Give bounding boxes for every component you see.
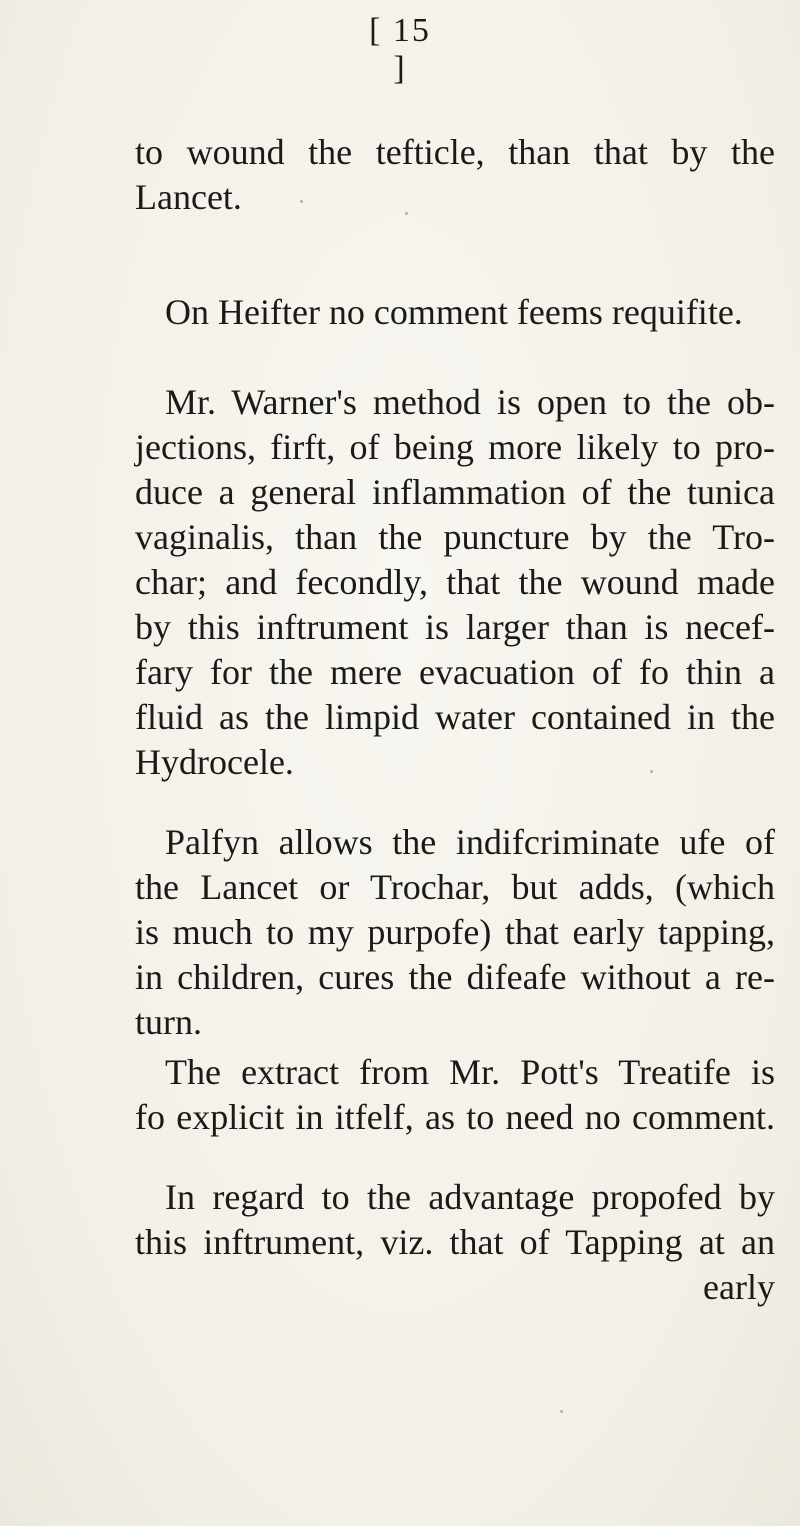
text-line: fary for the mere evacuation of fo thin a	[135, 652, 775, 692]
paragraph-5	[135, 1050, 775, 1140]
text-line: by this inftrument is larger than is necef-	[135, 607, 775, 647]
text-line: char; and fecondly, that the wound made	[135, 562, 775, 602]
paper-speck	[560, 1410, 563, 1413]
text-line: the Lancet or Trochar, but adds, (which	[135, 867, 775, 907]
paper-speck	[650, 770, 653, 773]
paragraph-2	[135, 290, 775, 335]
text-line: On Heifter no comment feems requifite.	[165, 292, 743, 332]
paragraph-1	[135, 130, 775, 220]
text-line: vaginalis, than the puncture by the Tro-	[135, 517, 775, 557]
paragraph-3	[135, 380, 775, 785]
paper-speck	[405, 212, 408, 215]
text-line: this inftrument, viz. that of Tapping at an	[135, 1222, 775, 1262]
text-line: is much to my purpofe) that early tapping,	[135, 912, 775, 952]
text-line: to wound the tefticle, than that by the	[135, 132, 775, 172]
text-line: Palfyn allows the indifcriminate ufe of	[165, 822, 775, 862]
text-line: The extract from Mr. Pott's Treatife is	[165, 1052, 775, 1092]
text-line: In regard to the advantage propofed by	[165, 1177, 775, 1217]
paragraph-4	[135, 820, 775, 1045]
page-number: [ 15 ]	[369, 12, 431, 87]
paragraph-6	[135, 1175, 775, 1310]
text-line: Mr. Warner's method is open to the ob-	[165, 382, 775, 422]
text-line: turn.	[135, 1002, 202, 1042]
text-line: fo explicit in itfelf, as to need no comment.	[135, 1097, 775, 1137]
text-line: fluid as the limpid water contained in the	[135, 697, 775, 737]
text-line: jections, firft, of being more likely to pro-	[135, 427, 775, 467]
text-line: Lancet.	[135, 177, 242, 217]
text-line: in children, cures the difeafe without a re-	[135, 957, 775, 997]
paper-speck	[300, 200, 303, 203]
text-line: duce a general inflammation of the tunica	[135, 472, 775, 512]
catchword: early	[703, 1267, 775, 1307]
text-line: Hydrocele.	[135, 742, 294, 782]
